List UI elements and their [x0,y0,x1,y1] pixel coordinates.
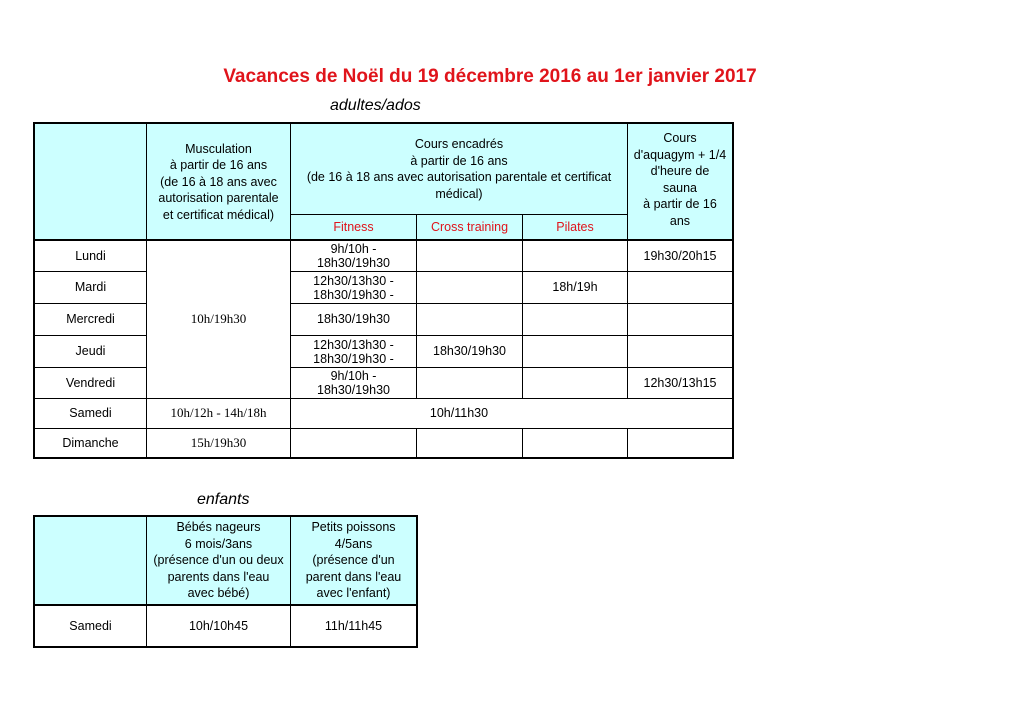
header-cours-encadres: Cours encadrés à partir de 16 ans (de 16 à 18 ans avec autorisation parentale et certificat médical) [291,124,627,214]
day-jeudi: Jeudi [75,344,106,359]
pilates-mardi: 18h/19h [552,280,598,295]
day-lundi: Lundi [75,248,106,263]
fitness-mardi: 12h30/13h30 - 18h30/19h30 - [313,273,394,302]
header-aquagym: Cours d'aquagym + 1/4 d'heure de sauna à partir de 16 ans [628,124,732,240]
page-title: Vacances de Noël du 19 décembre 2016 au 1er janvier 2017 [223,66,757,87]
fitness-mercredi: 18h30/19h30 [317,312,390,327]
adults-section-label: adultes/ados [330,97,421,114]
day-samedi: Samedi [69,406,112,421]
cross-jeudi: 18h30/19h30 [433,344,506,359]
fitness-lundi: 9h/10h - 18h30/19h30 [317,242,390,270]
header-musculation: Musculation à partir de 16 ans (de 16 à 18 ans avec autorisation parentale et certificat médical) [147,124,290,240]
musculation-samedi: 10h/12h - 14h/18h [170,405,267,421]
header-fitness: Fitness [291,215,416,240]
fitness-vendredi: 9h/10h - 18h30/19h30 [317,369,390,397]
day-mercredi: Mercredi [66,312,115,327]
kids-section-label: enfants [197,491,250,508]
musculation-dimanche: 15h/19h30 [190,434,247,450]
header-cross-training: Cross training [417,215,522,240]
musculation-weekday: 10h/19h30 [190,311,247,327]
bebes-samedi: 10h/10h45 [188,619,249,634]
header-pilates: Pilates [523,215,627,240]
day-mardi: Mardi [74,280,107,295]
cours-samedi: 10h/11h30 [429,406,489,421]
aquagym-vendredi: 12h30/13h15 [643,375,717,390]
fitness-jeudi: 12h30/13h30 - 18h30/19h30 - [313,337,394,366]
header-petits-poissons: Petits poissons 4/5ans (présence d'un parent dans l'eau avec l'enfant) [291,517,416,604]
aquagym-lundi: 19h30/20h15 [643,248,717,263]
header-bebes-nageurs: Bébés nageurs 6 mois/3ans (présence d'un ou deux parents dans l'eau avec bébé) [147,517,290,604]
day-vendredi: Vendredi [65,375,116,390]
day-dimanche: Dimanche [62,435,119,450]
petits-samedi: 11h/11h45 [324,619,383,634]
day-samedi-kids: Samedi [69,619,112,634]
